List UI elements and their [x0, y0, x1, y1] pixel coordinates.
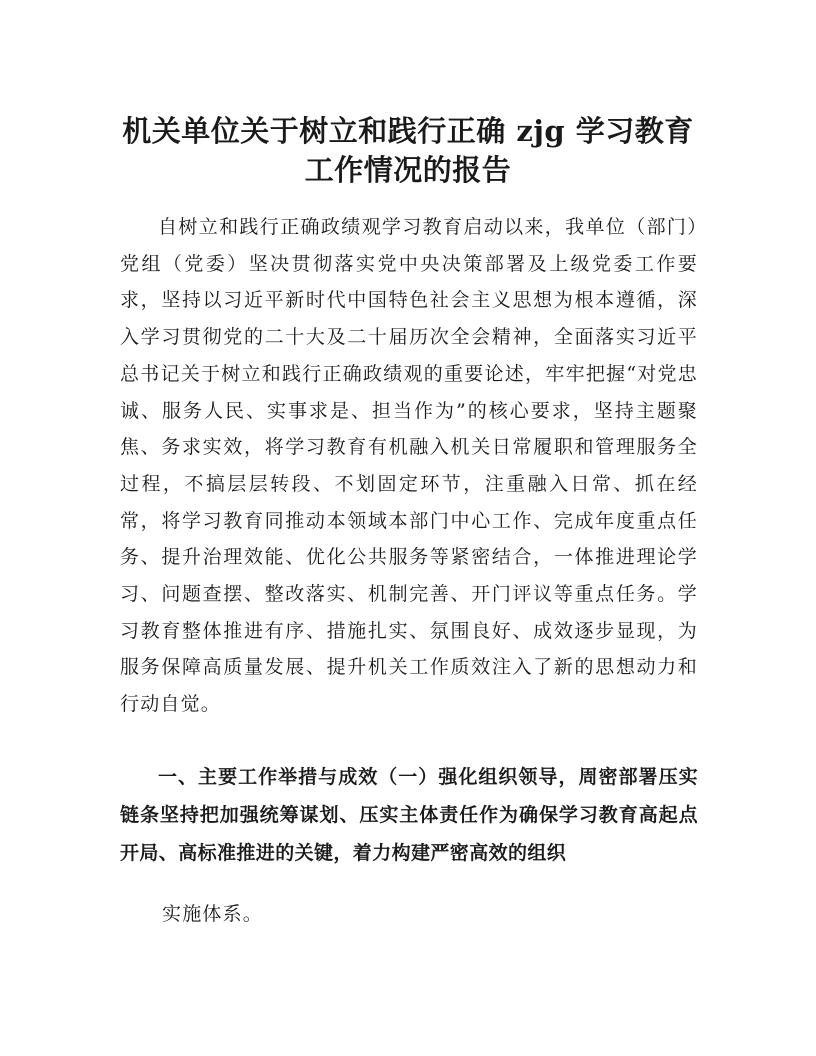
document-title-line-2: 工作情况的报告: [304, 153, 512, 187]
document-title: [100, 112, 716, 190]
section-heading-paragraph: 一、主要工作举措与成效（一）强化组织领导，周密部署压实链条坚持把加强统筹谋划、压实主体责任作为确保学习教育高起点开局、高标准推进的关键，着力构建严密高效的组织: [120, 766, 698, 864]
document-title-line-1: 机关单位关于树立和践行正确 zjg 学习教育: [122, 114, 694, 148]
section-continuation-text: 实施体系。: [162, 903, 264, 925]
intro-paragraph: 自树立和践行正确政绩观学习教育启动以来，我单位（部门）党组（党委）坚决贯彻落实党中央决策部署及上级党委工作要求，坚持以习近平新时代中国特色社会主义思想为根本遵循，深入学习贯彻党的二十大及二十届历次全会精神，全面落实习近平总书记关于树立和践行正确政绩观的重要论述，牢牢把握“对党忠诚、服务人民、实事求是、担当作为”的核心要求，坚持主题聚焦、务求实效，将学习教育有机融入机关日常履职和管理服务全过程，不搞层层转段、不划固定环节，注重融入日常、抓在经常，将学习教育同推动本领域本部门中心工作、完成年度重点任务、提升治理效能、优化公共服务等紧密结合，一体推进理论学习、问题查摆、整改落实、机制完善、开门评议等重点任务。学习教育整体推进有序、措施扎实、氛围良好、成效逐步显现，为服务保障高质量发展、提升机关工作质效注入了新的思想动力和行动自觉。: [120, 216, 698, 716]
